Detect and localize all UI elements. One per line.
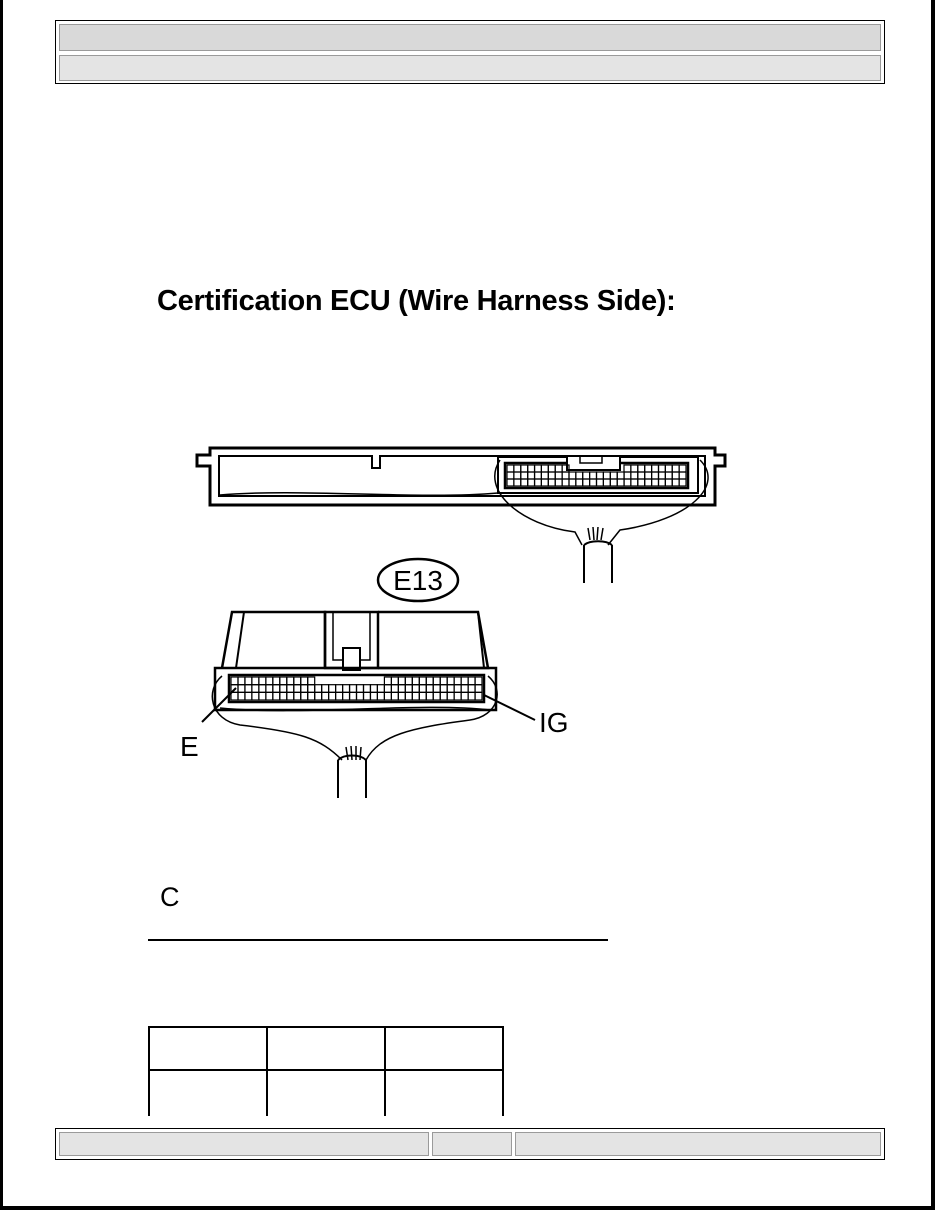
terminal-cavity	[405, 685, 412, 693]
table-cell	[385, 1027, 503, 1070]
terminal-cavity	[426, 685, 433, 693]
terminal-cavity	[294, 692, 301, 700]
terminal-cavity	[576, 472, 583, 479]
terminal-cavity	[398, 685, 405, 693]
terminal-cavity	[370, 692, 377, 700]
terminal-cavity	[280, 692, 287, 700]
terminal-cavity	[562, 479, 569, 486]
e13-lock-button	[343, 648, 360, 670]
terminal-cavity	[659, 472, 666, 479]
terminal-cavity	[461, 692, 468, 700]
terminal-cavity	[301, 677, 308, 685]
terminal-cavity	[583, 479, 590, 486]
terminal-cavity	[329, 692, 336, 700]
terminal-cavity	[322, 685, 329, 693]
terminal-cavity	[603, 472, 610, 479]
terminal-cavity	[475, 677, 482, 685]
terminal-cavity	[652, 465, 659, 472]
terminal-cavity	[280, 685, 287, 693]
terminal-ig-label: IG	[539, 707, 569, 738]
e13-body-right	[378, 612, 488, 668]
terminal-cavity	[610, 479, 617, 486]
terminal-cavity	[252, 692, 259, 700]
terminal-cavity	[273, 692, 280, 700]
terminal-cavity	[590, 479, 597, 486]
terminal-cavity	[528, 472, 535, 479]
spec-table	[148, 1026, 504, 1116]
terminal-cavity	[259, 692, 266, 700]
e13-harness-cable	[338, 756, 366, 799]
terminal-cavity	[638, 465, 645, 472]
terminal-cavity	[398, 677, 405, 685]
terminal-cavity	[308, 685, 315, 693]
table-cell	[149, 1027, 267, 1070]
terminal-cavity	[433, 685, 440, 693]
terminal-cavity	[231, 677, 238, 685]
terminal-cavity	[447, 677, 454, 685]
terminal-cavity	[454, 685, 461, 693]
terminal-cavity	[391, 692, 398, 700]
terminal-cavity	[308, 677, 315, 685]
terminal-cavity	[266, 692, 273, 700]
terminal-cavity	[377, 685, 384, 693]
terminal-cavity	[468, 677, 475, 685]
terminal-ig-leader	[484, 695, 535, 720]
terminal-cavity	[645, 472, 652, 479]
terminal-cavity	[672, 479, 679, 486]
terminal-cavity	[405, 692, 412, 700]
terminal-cavity	[555, 472, 562, 479]
e13-body-right-rail	[466, 612, 484, 668]
terminal-cavity	[569, 472, 576, 479]
terminal-cavity	[315, 685, 322, 693]
terminal-cavity	[266, 685, 273, 693]
terminal-cavity	[440, 692, 447, 700]
terminal-cavity	[440, 685, 447, 693]
terminal-cavity	[631, 472, 638, 479]
terminal-cavity	[548, 479, 555, 486]
terminal-cavity	[287, 677, 294, 685]
terminal-cavity	[447, 685, 454, 693]
terminal-cavity	[440, 677, 447, 685]
terminal-cavity	[419, 685, 426, 693]
terminal-cavity	[631, 479, 638, 486]
terminal-cavity	[528, 465, 535, 472]
e13-harness-loop-left	[212, 676, 342, 760]
terminal-cavity	[468, 685, 475, 693]
terminal-cavity	[468, 692, 475, 700]
connector-id-label: E13	[393, 565, 443, 596]
terminal-cavity	[433, 677, 440, 685]
terminal-cavity	[548, 472, 555, 479]
terminal-cavity	[679, 479, 686, 486]
ecu-harness-cable	[584, 541, 612, 583]
terminal-cavity	[535, 465, 542, 472]
terminal-cavity	[597, 472, 604, 479]
terminal-cavity	[412, 685, 419, 693]
terminal-cavity	[652, 479, 659, 486]
terminal-cavity	[412, 677, 419, 685]
terminal-cavity	[287, 685, 294, 693]
terminal-cavity	[315, 692, 322, 700]
terminal-cavity	[301, 692, 308, 700]
terminal-cavity	[329, 685, 336, 693]
terminal-cavity	[412, 692, 419, 700]
terminal-cavity	[350, 692, 357, 700]
terminal-cavity	[645, 465, 652, 472]
terminal-cavity	[287, 692, 294, 700]
terminal-cavity	[384, 692, 391, 700]
terminal-cavity	[624, 472, 631, 479]
terminal-cavity	[548, 465, 555, 472]
terminal-cavity	[357, 685, 364, 693]
terminal-cavity	[617, 479, 624, 486]
terminal-cavity	[343, 692, 350, 700]
terminal-cavity	[419, 692, 426, 700]
terminal-cavity	[576, 479, 583, 486]
terminal-cavity	[541, 465, 548, 472]
figure-title: Certification ECU (Wire Harness Side):	[157, 285, 676, 317]
footer-center	[432, 1132, 512, 1156]
e13-harness-strands	[346, 746, 361, 760]
terminal-cavity	[659, 465, 666, 472]
terminal-cavity	[507, 479, 514, 486]
terminal-cavity	[454, 677, 461, 685]
e13-body-left-rail	[232, 612, 244, 668]
terminal-cavity	[617, 472, 624, 479]
terminal-cavity	[245, 685, 252, 693]
ecu-harness-strands	[588, 527, 603, 540]
terminal-cavity	[454, 692, 461, 700]
terminal-cavity	[672, 472, 679, 479]
terminal-cavity	[521, 472, 528, 479]
terminal-cavity	[514, 465, 521, 472]
terminal-cavity	[419, 677, 426, 685]
terminal-cavity	[461, 685, 468, 693]
ecu-housing-crease	[220, 493, 498, 496]
terminal-cavity	[245, 677, 252, 685]
table-cell	[149, 1070, 267, 1116]
terminal-cavity	[541, 472, 548, 479]
terminal-cavity	[475, 692, 482, 700]
terminal-cavity	[514, 479, 521, 486]
terminal-cavity	[273, 685, 280, 693]
terminal-cavity	[301, 685, 308, 693]
table-cell	[267, 1070, 385, 1116]
terminal-cavity	[357, 692, 364, 700]
terminal-cavity	[294, 677, 301, 685]
terminal-cavity	[590, 472, 597, 479]
terminal-cavity	[273, 677, 280, 685]
terminal-cavity	[555, 479, 562, 486]
terminal-cavity	[535, 479, 542, 486]
terminal-cavity	[447, 692, 454, 700]
terminal-cavity	[384, 677, 391, 685]
terminal-cavity	[631, 465, 638, 472]
terminal-cavity	[433, 692, 440, 700]
terminal-cavity	[238, 685, 245, 693]
terminal-cavity	[679, 465, 686, 472]
terminal-cavity	[364, 685, 371, 693]
table-cell	[267, 1027, 385, 1070]
terminal-cavity	[336, 692, 343, 700]
terminal-cavity	[672, 465, 679, 472]
terminal-cavity	[280, 677, 287, 685]
document-footer	[55, 1128, 885, 1160]
terminal-cavity	[624, 465, 631, 472]
terminal-cavity	[507, 465, 514, 472]
terminal-cavity	[259, 685, 266, 693]
terminal-cavity	[652, 472, 659, 479]
terminal-cavity	[679, 472, 686, 479]
terminal-cavity	[475, 685, 482, 693]
terminal-cavity	[426, 692, 433, 700]
terminal-cavity	[259, 677, 266, 685]
terminal-cavity	[266, 677, 273, 685]
terminal-cavity	[405, 677, 412, 685]
terminal-cavity	[665, 479, 672, 486]
terminal-cavity	[638, 479, 645, 486]
terminal-cavity	[398, 692, 405, 700]
terminal-cavity	[231, 692, 238, 700]
terminal-cavity	[426, 677, 433, 685]
terminal-cavity	[391, 677, 398, 685]
terminal-cavity	[521, 465, 528, 472]
e13-terminal-grid	[231, 677, 482, 700]
terminal-cavity	[364, 692, 371, 700]
terminal-cavity	[555, 465, 562, 472]
terminal-cavity	[603, 479, 610, 486]
terminal-cavity	[514, 472, 521, 479]
terminal-cavity	[541, 479, 548, 486]
terminal-cavity	[252, 685, 259, 693]
section-note: C	[160, 882, 180, 912]
terminal-cavity	[238, 692, 245, 700]
terminal-cavity	[322, 692, 329, 700]
footer-left	[59, 1132, 429, 1156]
terminal-cavity	[377, 692, 384, 700]
terminal-cavity	[336, 685, 343, 693]
terminal-cavity	[610, 472, 617, 479]
terminal-cavity	[528, 479, 535, 486]
e13-harness-loop-right	[366, 676, 497, 760]
footer-right	[515, 1132, 881, 1156]
terminal-cavity	[645, 479, 652, 486]
terminal-cavity	[245, 692, 252, 700]
terminal-cavity	[659, 479, 666, 486]
section-divider	[148, 939, 608, 941]
terminal-cavity	[535, 472, 542, 479]
terminal-cavity	[343, 685, 350, 693]
terminal-cavity	[384, 685, 391, 693]
terminal-cavity	[562, 472, 569, 479]
terminal-cavity	[665, 472, 672, 479]
terminal-cavity	[294, 685, 301, 693]
terminal-cavity	[624, 479, 631, 486]
terminal-cavity	[461, 677, 468, 685]
terminal-cavity	[370, 685, 377, 693]
terminal-e-label: E	[180, 731, 199, 762]
terminal-cavity	[583, 472, 590, 479]
terminal-cavity	[238, 677, 245, 685]
terminal-cavity	[391, 685, 398, 693]
terminal-cavity	[521, 479, 528, 486]
terminal-cavity	[569, 479, 576, 486]
terminal-cavity	[638, 472, 645, 479]
terminal-cavity	[350, 685, 357, 693]
terminal-cavity	[252, 677, 259, 685]
terminal-cavity	[308, 692, 315, 700]
table-row	[149, 1070, 503, 1116]
terminal-cavity	[597, 479, 604, 486]
table-cell	[385, 1070, 503, 1116]
terminal-cavity	[665, 465, 672, 472]
terminal-cavity	[507, 472, 514, 479]
table-row	[149, 1027, 503, 1070]
